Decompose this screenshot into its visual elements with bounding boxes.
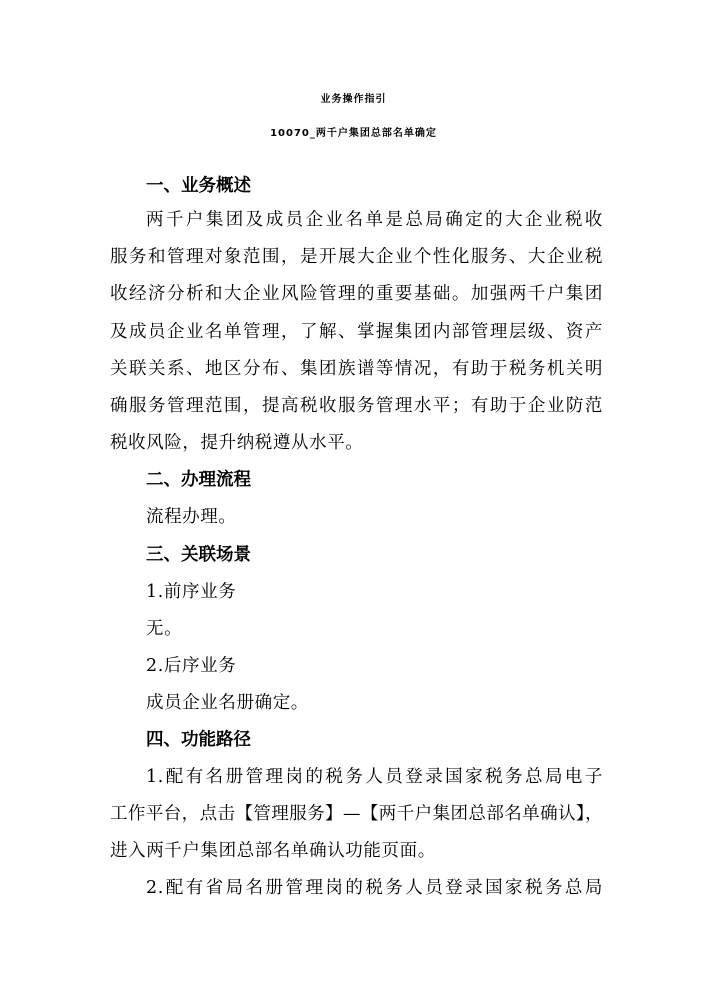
- process-text: 流程办理。: [146, 507, 237, 527]
- overview-line-1: 两千户集团及成员企业名单是总局确定的大企业税收: [146, 210, 603, 230]
- path-line-1: 1.配有名册管理岗的税务人员登录国家税务总局电子: [146, 767, 603, 787]
- path-line-2: 工作平台，点击【管理服务】—【两千户集团总部名单确认】，: [110, 804, 603, 824]
- pre-business-value: 无。: [146, 619, 183, 639]
- post-business-label: 2.后序业务: [146, 656, 237, 676]
- overview-line-4: 及成员企业名单管理，了解、掌握集团内部管理层级、资产: [110, 322, 603, 342]
- overview-line-7: 税收风险，提升纳税遵从水平。: [110, 433, 364, 453]
- section-heading-scenarios: 三、关联场景: [146, 545, 251, 565]
- pre-business-label: 1.前序业务: [146, 582, 237, 602]
- section-heading-process: 二、办理流程: [146, 470, 251, 490]
- section-heading-overview: 一、业务概述: [146, 176, 251, 196]
- overview-line-5: 关联关系、地区分布、集团族谱等情况，有助于税务机关明: [110, 359, 603, 379]
- document-subtitle: 10070_两千户集团总部名单确定: [270, 128, 437, 139]
- overview-line-2: 服务和管理对象范围，是开展大企业个性化服务、大企业税: [110, 247, 603, 267]
- post-business-value: 成员企业名册确定。: [146, 693, 309, 713]
- overview-line-3: 收经济分析和大企业风险管理的重要基础。加强两千户集团: [110, 284, 603, 304]
- path-line-4: 2.配有省局名册管理岗的税务人员登录国家税务总局: [146, 878, 603, 898]
- overview-line-6: 确服务管理范围，提高税收服务管理水平；有助于企业防范: [110, 396, 603, 416]
- section-heading-path: 四、功能路径: [146, 730, 251, 750]
- path-line-3: 进入两千户集团总部名单确认功能页面。: [110, 841, 436, 861]
- document-title: 业务操作指引: [320, 94, 387, 105]
